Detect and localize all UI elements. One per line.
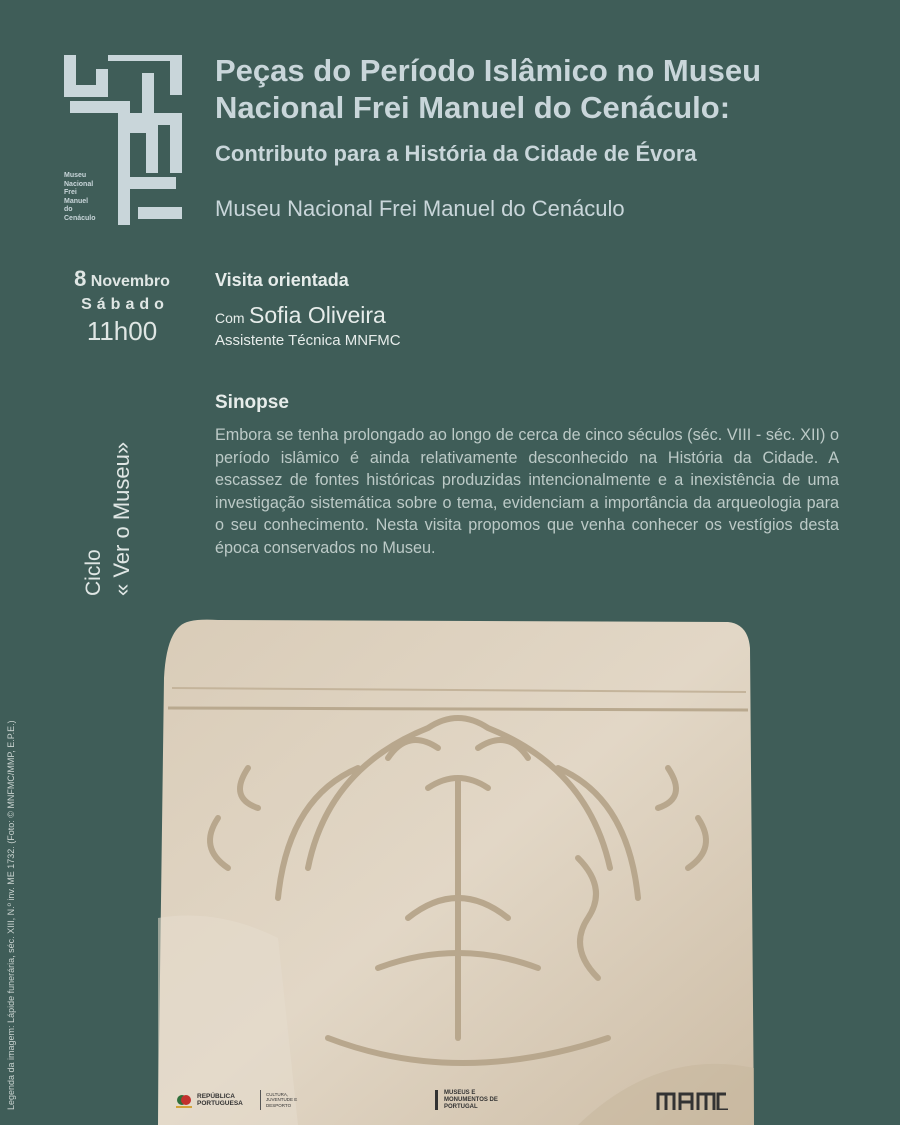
- logo-wordmark: Museu Nacional Frei Manuel do Cenáculo: [64, 172, 96, 222]
- event-title: Peças do Período Islâmico no Museu Nacional Frei Manuel do Cenáculo:: [215, 53, 762, 125]
- mmp-logo: MUSEUS E MONUMENTOS DE PORTUGAL: [434, 1090, 508, 1111]
- mnfmc-footer-logo: [656, 1092, 728, 1110]
- funerary-stone-image: [158, 618, 762, 1125]
- event-date: 8 Novembro: [74, 266, 170, 291]
- mmp-mark-icon: [434, 1090, 440, 1110]
- guide-name: Sofia Oliveira: [249, 302, 386, 328]
- guide-line: Com Sofia Oliveira: [215, 302, 386, 328]
- event-time: 11h00: [86, 316, 158, 346]
- synopsis-body: Embora se tenha prolongado ao longo de cerca de cinco séculos (séc. VIII - séc. XII) o período islâmico é ainda relativamente desconhecido na História da Cidade. A escassez de fontes históricas produzidas intencionalmente e a inexistência de uma investigação sistemática sobre o tema, evidenciam a importância da arqueologia para o seu conhecimento. Nesta visita propomos que venha conhecer os vestígios desta época conservados no Museu.: [215, 426, 839, 557]
- venue-name: Museu Nacional Frei Manuel do Cenáculo: [215, 196, 625, 221]
- tour-type: Visita orientada: [215, 270, 349, 290]
- republic-emblem-icon: [176, 1091, 192, 1109]
- footer-divider: [260, 1090, 261, 1110]
- date-block: [52, 266, 192, 347]
- event-weekday: Sábado: [81, 296, 169, 313]
- event-subtitle: Contributo para a História da Cidade de Évora: [215, 141, 697, 166]
- synopsis-heading: Sinopse: [215, 392, 289, 413]
- cycle-name: « Ver o Museu»: [109, 441, 134, 596]
- cycle-label: Ciclo « Ver o Museu»: [82, 441, 134, 596]
- guide-role: Assistente Técnica MNFMC: [215, 332, 401, 349]
- image-caption: Legenda da imagem: Lápide funerária, séc. XIII, N.º inv. ME 1732. (Foto: © MNFMC/MMP, E.P.E.): [6, 720, 16, 1110]
- republica-portuguesa-logo: REPÚBLICA PORTUGUESA CULTURA, JUVENTUDE E DESPORTO: [176, 1090, 316, 1110]
